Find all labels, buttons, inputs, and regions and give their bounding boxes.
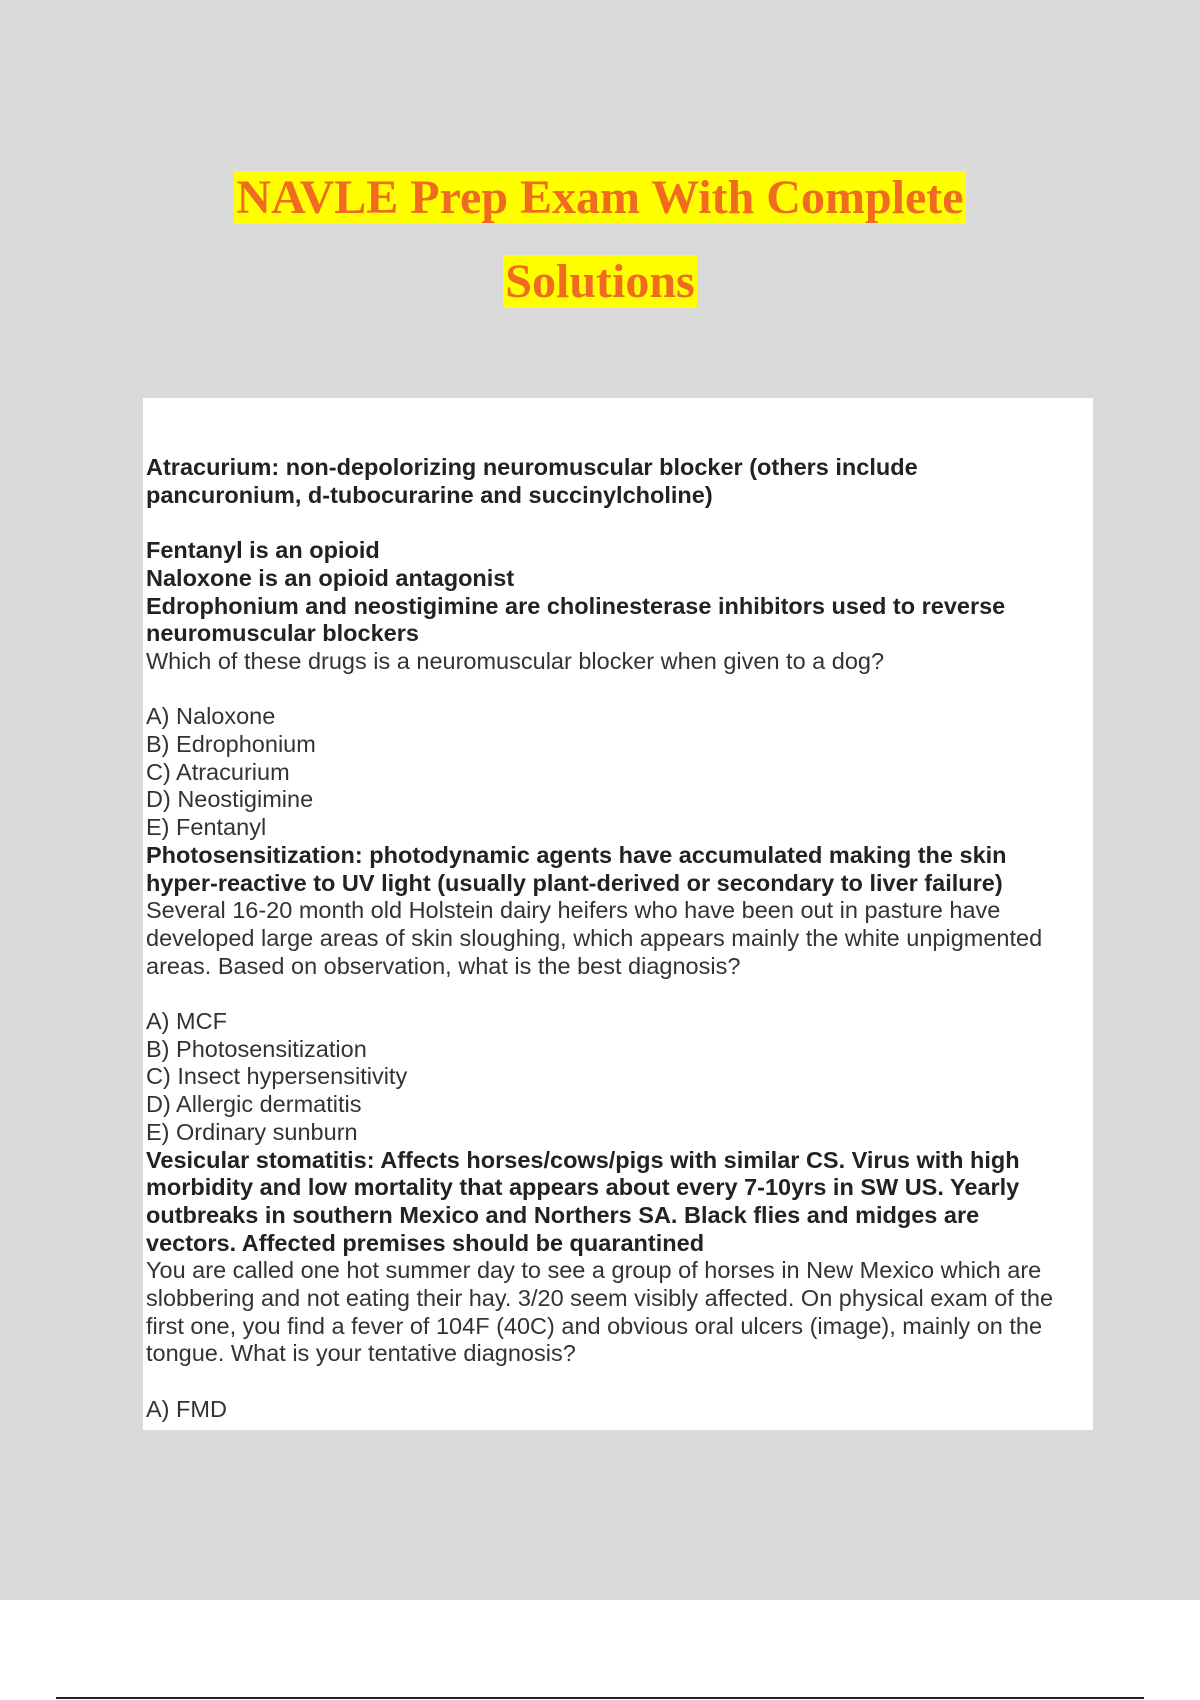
answer-option: E) Fentanyl [146,814,267,841]
question-line: Which of these drugs is a neuromuscular blocker when given to a dog? [146,647,885,674]
question-line: Several 16-20 month old Holstein dairy heifers who have been out in pasture have [146,897,1001,924]
note-line: Edrophonium and neostigimine are cholinesterase inhibitors used to reverse [146,592,1006,619]
answer-option: A) Naloxone [146,703,276,730]
answer-option: C) Insect hypersensitivity [146,1063,408,1090]
question-line: developed large areas of skin sloughing, which appears mainly the white unpigmented [146,924,1043,951]
note-line: Fentanyl is an opioid [146,537,380,564]
document-title-line-1: NAVLE Prep Exam With Complete [236,171,964,224]
answer-option: E) Ordinary sunburn [146,1118,358,1145]
answer-option: D) Neostigimine [146,786,314,813]
document-content [146,454,1086,1424]
note-line: neuromuscular blockers [146,620,419,647]
explanation-line: Atracurium: non-depolorizing neuromuscular blocker (others include [146,454,918,480]
explanation-line: morbidity and low mortality that appears about every 7-10yrs in SW US. Yearly [146,1174,1020,1201]
explanation-line: Vesicular stomatitis: Affects horses/cows/pigs with similar CS. Virus with high [146,1146,1020,1173]
explanation-line: Photosensitization: photodynamic agents have accumulated making the skin [146,841,1007,868]
answer-option: B) Photosensitization [146,1035,367,1062]
answer-option: A) FMD [146,1395,227,1422]
question-line: areas. Based on observation, what is the best diagnosis? [146,952,741,979]
question-line: tongue. What is your tentative diagnosis? [146,1340,576,1367]
question-line: You are called one hot summer day to see a group of horses in New Mexico which are [146,1257,1042,1284]
question-line: slobbering and not eating their hay. 3/20 seem visibly affected. On physical exam of the [146,1285,1054,1312]
explanation-line: vectors. Affected premises should be quarantined [146,1229,705,1256]
page-divider [56,1697,1144,1699]
answer-option: B) Edrophonium [146,731,316,757]
document-title-line-2: Solutions [505,255,695,308]
answer-option: D) Allergic dermatitis [146,1091,362,1118]
explanation-line: outbreaks in southern Mexico and Northers SA. Black flies and midges are [146,1201,980,1228]
explanation-line: hyper-reactive to UV light (usually plant-derived or secondary to liver failure) [146,869,1003,896]
answer-option: A) MCF [146,1008,227,1035]
explanation-line: pancuronium, d-tubocurarine and succinylcholine) [146,481,713,508]
answer-option: C) Atracurium [146,758,290,785]
question-line: first one, you find a fever of 104F (40C) and obvious oral ulcers (image), mainly on the [146,1312,1043,1339]
note-line: Naloxone is an opioid antagonist [146,564,515,591]
